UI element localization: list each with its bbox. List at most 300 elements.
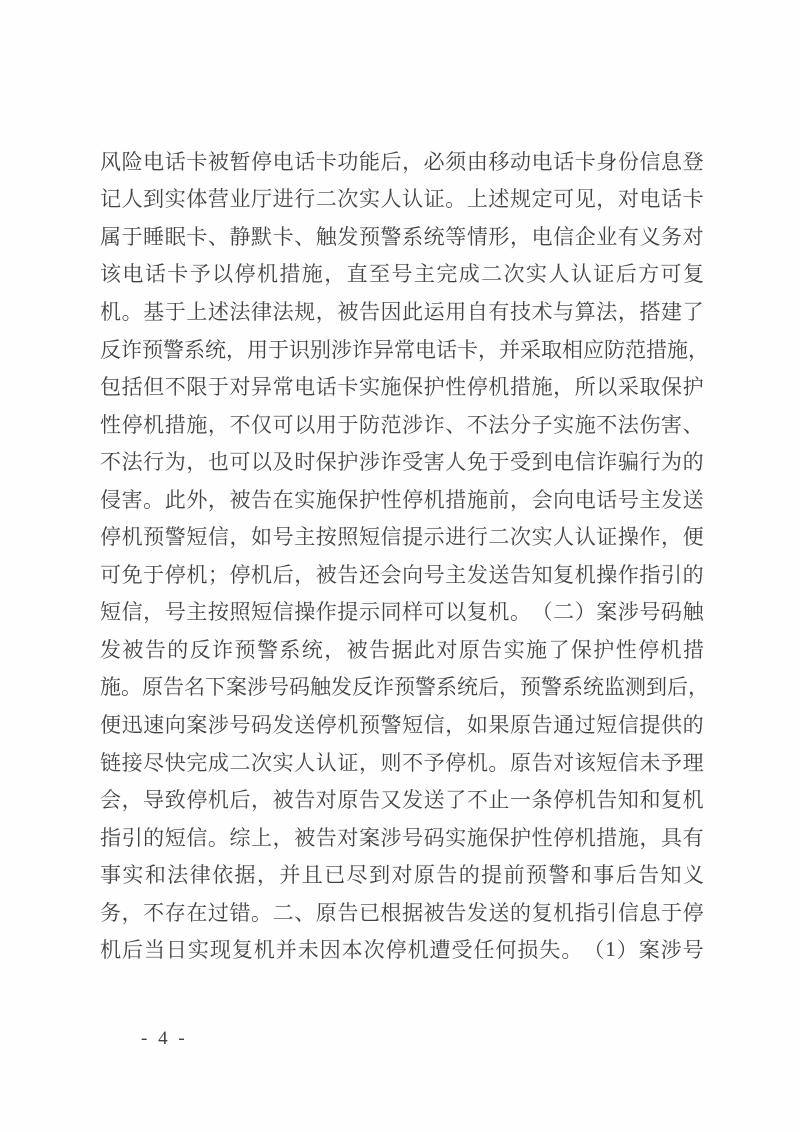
text-char: 防 bbox=[358, 412, 380, 437]
text-line bbox=[100, 555, 704, 593]
text-char: 接 bbox=[121, 750, 143, 775]
text-char: 涉 bbox=[247, 675, 268, 700]
text-char: 信 bbox=[617, 712, 639, 737]
text-char: ， bbox=[358, 750, 380, 775]
text-char: 厅 bbox=[251, 187, 273, 212]
text-char: 。 bbox=[445, 187, 467, 212]
text-char: 常 bbox=[272, 375, 294, 400]
text-line bbox=[100, 668, 709, 706]
text-char: 有 bbox=[617, 224, 639, 249]
text-char: 复 bbox=[553, 562, 575, 587]
text-char: 性 bbox=[615, 637, 637, 662]
text-char: 导 bbox=[143, 788, 165, 813]
text-char: 、 bbox=[294, 224, 316, 249]
text-char: 作 bbox=[617, 562, 639, 587]
text-line bbox=[100, 855, 704, 893]
text-char: 知 bbox=[660, 863, 682, 888]
text-char: 后 bbox=[478, 675, 499, 700]
text-char: 为 bbox=[661, 450, 683, 475]
text-char: 条 bbox=[531, 788, 553, 813]
text-char: 复 bbox=[531, 900, 553, 925]
text-char: 对 bbox=[436, 637, 458, 662]
text-char: 的 bbox=[143, 825, 165, 850]
text-char: 送 bbox=[682, 487, 704, 512]
text-char: 律 bbox=[251, 299, 273, 324]
text-char: 告 bbox=[531, 712, 553, 737]
text-char: 提 bbox=[337, 600, 359, 625]
text-char: 链 bbox=[100, 750, 121, 775]
text-char: 按 bbox=[315, 525, 337, 550]
text-char: 完 bbox=[436, 262, 458, 287]
text-char: 义 bbox=[682, 863, 704, 888]
text-char: 能 bbox=[358, 149, 380, 174]
text-char: 信 bbox=[574, 450, 596, 475]
text-char: 一 bbox=[509, 788, 531, 813]
text-char: 护 bbox=[593, 637, 615, 662]
text-char: 预 bbox=[358, 712, 380, 737]
text-char: 用 bbox=[315, 412, 337, 437]
text-char: 在 bbox=[186, 900, 208, 925]
text-char: 施 bbox=[100, 675, 121, 700]
text-char: 据 bbox=[402, 900, 424, 925]
text-char: 对 bbox=[682, 224, 704, 249]
text-char: 告 bbox=[144, 637, 166, 662]
text-char: 不 bbox=[100, 450, 121, 475]
text-char: 统 bbox=[457, 675, 478, 700]
text-char: 速 bbox=[143, 712, 165, 737]
text-char: 取 bbox=[639, 375, 661, 400]
text-char: 实 bbox=[122, 863, 144, 888]
text-char: 提 bbox=[481, 863, 503, 888]
text-char: 予 bbox=[661, 750, 683, 775]
text-char: 停 bbox=[164, 562, 186, 587]
text-char: 主 bbox=[186, 600, 208, 625]
text-char: 因 bbox=[319, 938, 341, 963]
text-char: 综 bbox=[229, 825, 251, 850]
text-char: 警 bbox=[541, 675, 562, 700]
text-line bbox=[100, 517, 704, 555]
text-char: 认 bbox=[402, 187, 424, 212]
text-char: 停 bbox=[100, 525, 121, 550]
text-char: 会 bbox=[380, 562, 402, 587]
text-char: 电 bbox=[639, 187, 661, 212]
text-char: ， bbox=[596, 187, 618, 212]
text-line bbox=[100, 442, 704, 480]
text-char: 但 bbox=[143, 375, 165, 400]
text-char: 机 bbox=[337, 712, 359, 737]
text-char: 停 bbox=[402, 487, 424, 512]
text-char: 原 bbox=[337, 788, 359, 813]
text-char: 后 bbox=[229, 788, 251, 813]
text-char: 告 bbox=[358, 788, 380, 813]
text-char: ， bbox=[402, 149, 424, 174]
text-char: 主 bbox=[294, 525, 316, 550]
text-char: 时 bbox=[294, 450, 316, 475]
text-char: 受 bbox=[451, 938, 473, 963]
text-char: 并 bbox=[499, 337, 520, 362]
text-char: 认 bbox=[315, 750, 337, 775]
text-char: 人 bbox=[445, 450, 467, 475]
text-char: 预 bbox=[234, 637, 256, 662]
text-char: 务 bbox=[100, 900, 121, 925]
text-char: ， bbox=[553, 375, 575, 400]
text-char: 性 bbox=[100, 412, 121, 437]
text-char: 果 bbox=[488, 712, 510, 737]
text-char: 等 bbox=[445, 224, 467, 249]
text-char: 号 bbox=[617, 487, 639, 512]
text-char: 告 bbox=[481, 637, 503, 662]
text-char: 号 bbox=[391, 262, 413, 287]
text-char: 指 bbox=[639, 562, 661, 587]
text-line bbox=[100, 217, 704, 255]
text-char: 遭 bbox=[429, 938, 451, 963]
text-char: 事 bbox=[100, 863, 121, 888]
text-char: 到 bbox=[531, 450, 553, 475]
text-char: 据 bbox=[234, 863, 256, 888]
text-char: 预 bbox=[143, 525, 165, 550]
text-char: 该 bbox=[574, 750, 596, 775]
text-char: 指 bbox=[100, 825, 121, 850]
text-char: 告 bbox=[315, 825, 337, 850]
text-char: 认 bbox=[570, 262, 592, 287]
text-char: ） bbox=[574, 600, 596, 625]
text-char: 有 bbox=[682, 825, 704, 850]
text-char: ， bbox=[509, 487, 531, 512]
text-char: 停 bbox=[385, 938, 407, 963]
text-char: 护 bbox=[682, 375, 704, 400]
text-char: 于 bbox=[488, 450, 510, 475]
text-char: 险 bbox=[121, 149, 143, 174]
text-char: 示 bbox=[358, 600, 380, 625]
text-line bbox=[100, 292, 704, 330]
text-char: 任 bbox=[473, 938, 495, 963]
text-char: 号 bbox=[402, 825, 424, 850]
text-char: 不 bbox=[402, 750, 424, 775]
text-char: 向 bbox=[164, 712, 186, 737]
text-char: 信 bbox=[617, 900, 639, 925]
text-char: 二 bbox=[481, 262, 503, 287]
text-char: 不 bbox=[466, 788, 488, 813]
text-char: 快 bbox=[164, 750, 186, 775]
text-char: 话 bbox=[294, 149, 316, 174]
text-char: 停 bbox=[553, 825, 575, 850]
text-char: （ bbox=[531, 600, 553, 625]
text-char: 案 bbox=[186, 712, 208, 737]
text-char: 码 bbox=[289, 675, 310, 700]
text-char: 对 bbox=[617, 187, 639, 212]
text-char: 统 bbox=[423, 224, 445, 249]
text-char: 告 bbox=[294, 788, 316, 813]
text-char: 机 bbox=[143, 412, 165, 437]
text-char: 诈 bbox=[423, 412, 445, 437]
text-char: ， bbox=[315, 299, 337, 324]
text-char: 被 bbox=[423, 900, 445, 925]
text-char: ， bbox=[617, 299, 639, 324]
text-char: 实 bbox=[553, 412, 575, 437]
text-char: 照 bbox=[337, 525, 359, 550]
text-char: 操 bbox=[294, 600, 316, 625]
text-char: 发 bbox=[466, 900, 488, 925]
text-char: 人 bbox=[121, 187, 143, 212]
text-char: 机 bbox=[574, 562, 596, 587]
text-char: 可 bbox=[229, 450, 251, 475]
text-char: 此 bbox=[402, 299, 424, 324]
text-char: 预 bbox=[358, 224, 380, 249]
text-char: ， bbox=[661, 525, 683, 550]
text-char: 机 bbox=[660, 637, 682, 662]
text-char: 企 bbox=[574, 224, 596, 249]
text-char: 停 bbox=[234, 262, 256, 287]
text-char: （ bbox=[583, 938, 605, 963]
text-char: 施 bbox=[315, 487, 337, 512]
text-char: 因 bbox=[380, 299, 402, 324]
text-char: 引 bbox=[121, 825, 143, 850]
text-char: 以 bbox=[596, 375, 618, 400]
text-char: 诈 bbox=[380, 450, 402, 475]
text-char: ， bbox=[207, 487, 229, 512]
text-char: 号 bbox=[268, 675, 289, 700]
text-char: 该 bbox=[100, 262, 121, 287]
text-char: 机 bbox=[253, 938, 275, 963]
text-char: 后 bbox=[615, 262, 637, 287]
text-char: 性 bbox=[531, 825, 553, 850]
text-char: 机 bbox=[574, 825, 596, 850]
text-char: 证 bbox=[423, 187, 445, 212]
text-char: 法 bbox=[617, 412, 639, 437]
text-char: 存 bbox=[164, 900, 186, 925]
text-char: 诈 bbox=[352, 337, 373, 362]
text-char: 法 bbox=[272, 299, 294, 324]
text-char: 停 bbox=[638, 637, 660, 662]
text-char: 对 bbox=[315, 788, 337, 813]
text-char: 以 bbox=[251, 450, 273, 475]
text-char: 依 bbox=[212, 863, 234, 888]
text-char: 照 bbox=[229, 600, 251, 625]
text-char: 护 bbox=[358, 487, 380, 512]
text-char: 以 bbox=[212, 262, 234, 287]
text-char: 动 bbox=[509, 149, 531, 174]
text-char: 人 bbox=[553, 525, 575, 550]
text-char: 、 bbox=[294, 900, 316, 925]
text-char: 操 bbox=[596, 562, 618, 587]
text-char: 主 bbox=[445, 562, 467, 587]
text-char: 了 bbox=[682, 299, 704, 324]
text-char: 的 bbox=[458, 863, 480, 888]
text-char: 保 bbox=[488, 825, 510, 850]
text-char: 于 bbox=[661, 900, 683, 925]
text-char: ， bbox=[499, 675, 520, 700]
text-char: ， bbox=[639, 825, 661, 850]
text-char: 告 bbox=[369, 637, 391, 662]
text-char: 则 bbox=[380, 750, 402, 775]
text-char: 发 bbox=[331, 675, 352, 700]
text-char: 基 bbox=[143, 299, 165, 324]
text-char: 别 bbox=[310, 337, 331, 362]
text-char: 电 bbox=[574, 487, 596, 512]
text-char: 行 bbox=[639, 450, 661, 475]
text-char: 涉 bbox=[207, 712, 229, 737]
text-char: 务 bbox=[661, 224, 683, 249]
text-char: 主 bbox=[639, 487, 661, 512]
text-char: 。 bbox=[488, 750, 510, 775]
text-char: 成 bbox=[458, 262, 480, 287]
text-char: 算 bbox=[574, 299, 596, 324]
text-char: 又 bbox=[380, 788, 402, 813]
text-char: 措 bbox=[596, 825, 618, 850]
text-char: 警 bbox=[415, 675, 436, 700]
text-char: 电 bbox=[272, 149, 294, 174]
text-char: 统 bbox=[583, 675, 604, 700]
text-char: 用 bbox=[247, 337, 268, 362]
text-char: 情 bbox=[466, 224, 488, 249]
text-char: 自 bbox=[466, 299, 488, 324]
text-char: 此 bbox=[164, 487, 186, 512]
text-char: 电 bbox=[122, 262, 144, 287]
text-char: 分 bbox=[509, 412, 531, 437]
text-char: 性 bbox=[445, 375, 467, 400]
text-char: 按 bbox=[207, 600, 229, 625]
text-char: 实 bbox=[531, 525, 553, 550]
text-char: 后 bbox=[615, 863, 637, 888]
text-char: 措 bbox=[509, 375, 531, 400]
text-char: 已 bbox=[358, 900, 380, 925]
text-char: 话 bbox=[144, 262, 166, 287]
text-char: ， bbox=[324, 637, 346, 662]
text-char: 身 bbox=[596, 149, 618, 174]
text-char: 记 bbox=[100, 187, 121, 212]
text-char: 送 bbox=[488, 900, 510, 925]
text-char: 眠 bbox=[164, 224, 186, 249]
text-line bbox=[100, 893, 704, 931]
text-char: 告 bbox=[445, 900, 467, 925]
text-char: 号 bbox=[229, 712, 251, 737]
text-char: 还 bbox=[358, 562, 380, 587]
text-char: 原 bbox=[509, 750, 531, 775]
text-char: 次 bbox=[363, 938, 385, 963]
text-char: 受 bbox=[402, 450, 424, 475]
text-char: 护 bbox=[337, 450, 359, 475]
text-char: 也 bbox=[207, 450, 229, 475]
text-line bbox=[100, 930, 704, 968]
text-char: 过 bbox=[574, 712, 596, 737]
text-char: 反 bbox=[189, 637, 211, 662]
text-char: 定 bbox=[531, 187, 553, 212]
text-char: 的 bbox=[509, 900, 531, 925]
text-char: 发 bbox=[337, 224, 359, 249]
text-char: 告 bbox=[163, 675, 184, 700]
text-line bbox=[100, 330, 709, 368]
text-char: 人 bbox=[548, 262, 570, 287]
text-char: 应 bbox=[583, 337, 604, 362]
text-char: ， bbox=[445, 712, 467, 737]
text-char: 在 bbox=[272, 487, 294, 512]
text-char: 预 bbox=[520, 675, 541, 700]
text-char: 被 bbox=[315, 562, 337, 587]
text-char: 被 bbox=[272, 788, 294, 813]
text-char: 停 bbox=[466, 375, 488, 400]
text-char: 、 bbox=[207, 224, 229, 249]
text-char: ， bbox=[324, 262, 346, 287]
text-char: 受 bbox=[509, 450, 531, 475]
text-char: ， bbox=[688, 675, 709, 700]
text-char: 可 bbox=[553, 187, 575, 212]
text-char: 机 bbox=[553, 900, 575, 925]
text-line bbox=[100, 780, 704, 818]
text-char: 诈 bbox=[212, 637, 234, 662]
text-char: 机 bbox=[121, 525, 143, 550]
text-char: 警 bbox=[163, 337, 184, 362]
text-char: 预 bbox=[526, 863, 548, 888]
text-line bbox=[100, 405, 704, 443]
text-char: 停 bbox=[445, 750, 467, 775]
text-char: 未 bbox=[639, 750, 661, 775]
text-char: 运 bbox=[423, 299, 445, 324]
text-char: ， bbox=[478, 337, 499, 362]
text-line bbox=[100, 180, 704, 218]
text-line bbox=[100, 142, 704, 180]
text-char: 本 bbox=[341, 938, 363, 963]
text-char: 二 bbox=[553, 600, 575, 625]
text-char: 机 bbox=[574, 788, 596, 813]
text-char: 以 bbox=[445, 600, 467, 625]
text-char: 号 bbox=[639, 600, 661, 625]
text-char: 静 bbox=[229, 224, 251, 249]
text-char: 作 bbox=[639, 525, 661, 550]
text-char: 损 bbox=[517, 938, 539, 963]
text-char: 外 bbox=[186, 487, 208, 512]
text-char: 1 bbox=[605, 936, 616, 961]
text-char: 主 bbox=[413, 262, 435, 287]
text-char: 常 bbox=[394, 337, 415, 362]
text-line bbox=[100, 255, 704, 293]
text-char: 和 bbox=[570, 863, 592, 888]
text-char: 保 bbox=[661, 375, 683, 400]
text-char: 实 bbox=[358, 375, 380, 400]
text-char: 子 bbox=[531, 412, 553, 437]
text-char: 义 bbox=[639, 224, 661, 249]
text-char: 停 bbox=[682, 900, 704, 925]
text-char: ， bbox=[143, 600, 165, 625]
text-char: 法 bbox=[229, 299, 251, 324]
text-char: 卡 bbox=[337, 375, 359, 400]
text-char: 提 bbox=[639, 712, 661, 737]
text-char: 具 bbox=[661, 825, 683, 850]
text-char: 信 bbox=[553, 224, 575, 249]
text-char: 迅 bbox=[121, 712, 143, 737]
text-char: 并 bbox=[275, 938, 297, 963]
text-char: 监 bbox=[604, 675, 625, 700]
text-char: 可 bbox=[100, 562, 121, 587]
text-char: 致 bbox=[164, 788, 186, 813]
text-char: 卡 bbox=[272, 224, 294, 249]
text-char: 预 bbox=[142, 337, 163, 362]
text-char: 统 bbox=[205, 337, 226, 362]
text-char: 涉 bbox=[617, 600, 639, 625]
text-char: 行 bbox=[466, 525, 488, 550]
text-char: 可 bbox=[272, 412, 294, 437]
text-char: 示 bbox=[423, 525, 445, 550]
text-char: ， bbox=[251, 788, 273, 813]
text-char: ， bbox=[207, 412, 229, 437]
text-char: ； bbox=[207, 562, 229, 587]
text-line bbox=[100, 480, 704, 518]
text-char: 机 bbox=[100, 938, 121, 963]
text-char: 后 bbox=[121, 938, 143, 963]
text-char: ， bbox=[688, 337, 709, 362]
text-char: 成 bbox=[207, 750, 229, 775]
text-char: 尽 bbox=[346, 863, 368, 888]
text-char: 机 bbox=[100, 299, 121, 324]
